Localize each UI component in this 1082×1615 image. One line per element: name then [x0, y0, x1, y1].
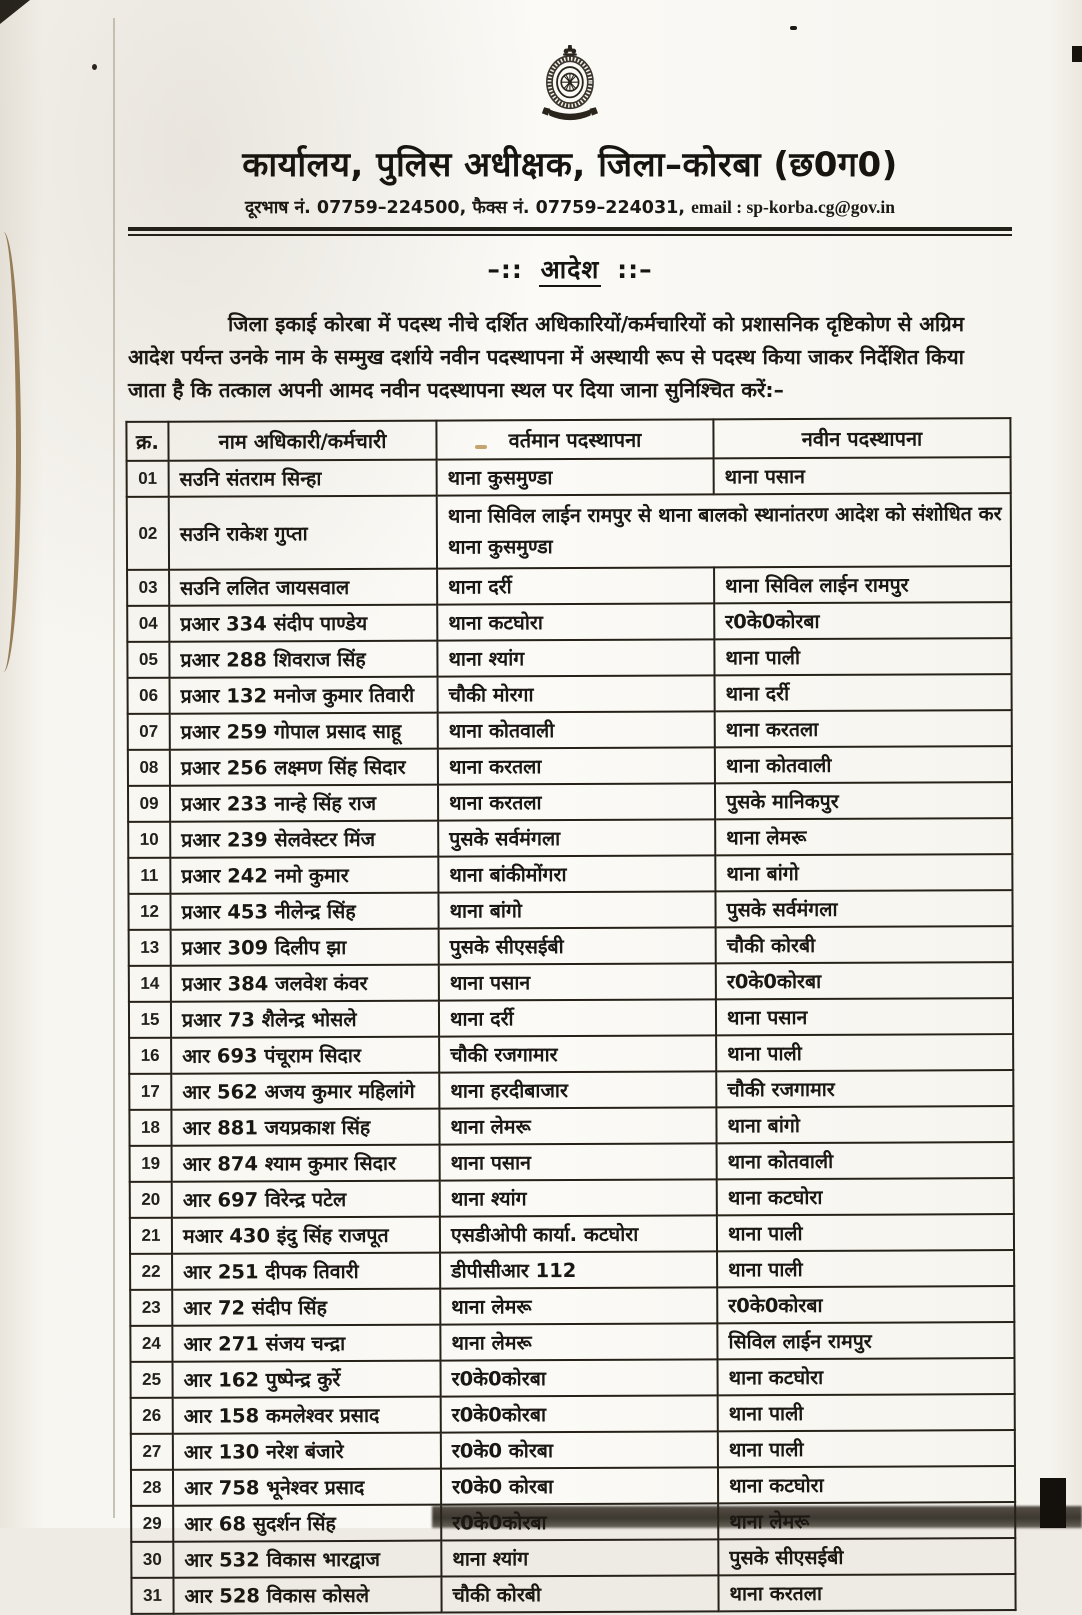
serial-cell: 11: [128, 858, 170, 894]
serial-cell: 18: [129, 1110, 171, 1146]
serial-cell: 07: [128, 714, 170, 750]
officer-name-cell: आर 693 पंचूराम सिदार: [171, 1037, 439, 1074]
new-posting-cell: थाना कटघोरा: [717, 1178, 1014, 1215]
current-posting-cell: थाना कटघोरा: [437, 603, 714, 640]
officer-name-cell: प्रआर 73 शैलेन्द्र भोसले: [171, 1001, 439, 1038]
serial-cell: 10: [128, 822, 170, 858]
new-posting-cell: थाना पाली: [718, 1394, 1015, 1431]
header-divider: [128, 227, 1012, 236]
new-posting-cell: थाना सिविल लाईन रामपुर: [714, 566, 1011, 603]
officer-name-cell: सउनि ललित जायसवाल: [169, 569, 437, 606]
serial-cell: 21: [130, 1218, 172, 1254]
police-emblem-icon: [128, 42, 1012, 134]
officer-name-cell: आर 528 विकास कोसले: [173, 1577, 441, 1614]
serial-cell: 13: [129, 930, 171, 966]
serial-cell: 28: [131, 1470, 173, 1506]
serial-cell: 23: [130, 1290, 172, 1326]
table-row: [127, 566, 1011, 606]
current-posting-cell: थाना बांगो: [438, 891, 715, 928]
current-posting-cell: र0के0कोरबा: [441, 1359, 718, 1396]
officer-name-cell: आर 72 संदीप सिंह: [172, 1289, 440, 1326]
officer-name-cell: आर 68 सुदर्शन सिंह: [173, 1505, 441, 1542]
new-posting-cell: थाना लेमरू: [715, 818, 1012, 855]
current-posting-cell: थाना कुसमुण्डा: [437, 458, 714, 495]
officer-name-cell: आर 162 पुष्पेन्द्र कुर्रे: [173, 1361, 441, 1398]
serial-cell: 04: [127, 606, 169, 642]
serial-cell: 09: [128, 786, 170, 822]
col-header-current: वर्तमान पदस्थापना: [436, 419, 713, 459]
new-posting-cell: थाना पसान: [714, 457, 1011, 494]
current-posting-cell: पुसके सर्वमंगला: [438, 819, 715, 856]
table-row: [128, 854, 1012, 894]
current-posting-cell: थाना लेमरू: [439, 1107, 716, 1144]
officer-name-cell: सउनि राकेश गुप्ता: [169, 496, 437, 570]
officer-name-cell: प्रआर 239 सेलवेस्टर मिंज: [170, 821, 438, 858]
new-posting-cell: थाना कोतवाली: [717, 1142, 1014, 1179]
table-row: [130, 1214, 1014, 1254]
serial-cell: 08: [128, 750, 170, 786]
current-posting-cell: एसडीओपी कार्या. कटघोरा: [440, 1215, 717, 1252]
serial-cell: 27: [131, 1434, 173, 1470]
serial-cell: 25: [131, 1362, 173, 1398]
table-row: [129, 1070, 1013, 1110]
table-row: [127, 493, 1011, 570]
transfer-table-body: [127, 457, 1016, 1614]
serial-cell: 05: [127, 642, 169, 678]
table-row: [129, 1034, 1013, 1074]
table-row: [130, 1142, 1014, 1182]
new-posting-cell: र0के0कोरबा: [717, 1286, 1014, 1323]
table-row: [130, 1286, 1014, 1326]
col-header-serial: क्र.: [126, 422, 168, 461]
scan-bottom-mark: [1040, 1478, 1066, 1528]
new-posting-cell: थाना पाली: [716, 1034, 1013, 1071]
table-row: [129, 998, 1013, 1038]
table-row: [131, 1430, 1015, 1470]
serial-cell: 19: [130, 1146, 172, 1182]
new-posting-cell: चौकी कोरबी: [716, 926, 1013, 963]
officer-name-cell: आर 532 विकास भारद्वाज: [173, 1541, 441, 1578]
contact-line: [128, 195, 1012, 219]
new-posting-cell: थाना कोतवाली: [715, 746, 1012, 783]
new-posting-cell: थाना पाली: [714, 638, 1011, 675]
table-row: [129, 962, 1013, 1002]
serial-cell: 29: [131, 1506, 173, 1542]
table-row: [128, 746, 1012, 786]
current-posting-cell: र0के0कोरबा: [441, 1395, 718, 1432]
new-posting-cell: थाना करतला: [718, 1574, 1015, 1611]
current-posting-cell: र0के0 कोरबा: [441, 1431, 718, 1468]
new-posting-cell: र0के0कोरबा: [716, 962, 1013, 999]
officer-name-cell: प्रआर 242 नमो कुमार: [170, 857, 438, 894]
officer-name-cell: आर 562 अजय कुमार महिलांगे: [171, 1073, 439, 1110]
officer-name-cell: मआर 430 इंदु सिंह राजपूत: [172, 1217, 440, 1254]
new-posting-cell: थाना बांगो: [716, 1106, 1013, 1143]
officer-name-cell: आर 874 श्याम कुमार सिदार: [172, 1145, 440, 1182]
officer-name-cell: प्रआर 309 दिलीप झा: [171, 929, 439, 966]
table-row: [131, 1394, 1015, 1434]
new-posting-cell: थाना लेमरू: [718, 1502, 1015, 1539]
current-posting-cell: पुसके सीएसईबी: [439, 927, 716, 964]
heading-prefix: –::: [487, 255, 523, 284]
officer-name-cell: आर 758 भूनेश्वर प्रसाद: [173, 1469, 441, 1506]
table-row: [127, 638, 1011, 678]
new-posting-cell: थाना पाली: [718, 1430, 1015, 1467]
serial-cell: 06: [128, 678, 170, 714]
current-posting-cell: थाना दर्री: [439, 999, 716, 1036]
table-row: [131, 1466, 1015, 1506]
serial-cell: 12: [128, 894, 170, 930]
serial-cell: 15: [129, 1002, 171, 1038]
scan-page-curl: [0, 232, 21, 672]
new-posting-cell: चौकी रजगामार: [716, 1070, 1013, 1107]
officer-name-cell: प्रआर 256 लक्ष्मण सिंह सिदार: [170, 749, 438, 786]
table-row: [130, 1322, 1014, 1362]
new-posting-cell: सिविल लाईन रामपुर: [717, 1322, 1014, 1359]
current-posting-cell: थाना पसान: [439, 963, 716, 1000]
serial-cell: 02: [127, 497, 169, 570]
new-posting-cell: थाना कटघोरा: [717, 1358, 1014, 1395]
col-header-new: नवीन पदस्थापना: [713, 418, 1010, 458]
current-posting-cell: थाना श्यांग: [437, 639, 714, 676]
current-posting-cell: थाना श्यांग: [440, 1179, 717, 1216]
scan-speck: [92, 64, 97, 70]
officer-name-cell: प्रआर 132 मनोज कुमार तिवारी: [170, 677, 438, 714]
officer-name-cell: आर 130 नरेश बंजारे: [173, 1433, 441, 1470]
heading-word: आदेश: [539, 255, 602, 287]
serial-cell: 26: [131, 1398, 173, 1434]
serial-cell: 17: [129, 1074, 171, 1110]
current-posting-cell: थाना करतला: [438, 747, 715, 784]
table-row: [131, 1538, 1015, 1578]
serial-cell: 31: [131, 1578, 173, 1614]
officer-name-cell: प्रआर 384 जलवेश कंवर: [171, 965, 439, 1002]
current-posting-cell: चौकी कोरबी: [441, 1575, 718, 1612]
current-posting-cell: थाना श्यांग: [441, 1539, 718, 1576]
current-posting-cell: थाना हरदीबाजार: [439, 1071, 716, 1108]
current-posting-cell: थाना कोतवाली: [438, 711, 715, 748]
scan-corner-mark: [0, 0, 30, 24]
new-posting-cell: थाना कटघोरा: [718, 1466, 1015, 1503]
table-row: [131, 1358, 1015, 1398]
new-posting-cell: थाना पसान: [716, 998, 1013, 1035]
table-row: [129, 1106, 1013, 1146]
new-posting-cell: पुसके सर्वमंगला: [715, 890, 1012, 927]
office-title: कार्यालय, पुलिस अधीक्षक, जिला–कोरबा (छ0ग0): [242, 145, 898, 185]
current-posting-cell: थाना लेमरू: [440, 1287, 717, 1324]
officer-name-cell: आर 697 विरेन्द्र पटेल: [172, 1181, 440, 1218]
officer-name-cell: प्रआर 453 नीलेन्द्र सिंह: [170, 893, 438, 930]
current-posting-cell: चौकी मोरगा: [438, 675, 715, 712]
officer-name-cell: प्रआर 233 नान्हे सिंह राज: [170, 785, 438, 822]
officer-name-cell: आर 271 संजय चन्द्रा: [172, 1325, 440, 1362]
officer-name-cell: सउनि संतराम सिन्हा: [169, 460, 437, 497]
table-row: [128, 890, 1012, 930]
table-row: [127, 457, 1011, 497]
current-posting-cell: थाना पसान: [440, 1143, 717, 1180]
serial-cell: 01: [127, 461, 169, 497]
new-posting-cell: थाना करतला: [715, 710, 1012, 747]
intro-paragraph: जिला इकाई कोरबा में पदस्थ नीचे दर्शित अधिकारियों/कर्मचारियों को प्रशासनिक दृष्टिकोण से अग्रिम आदेश पर्यन्त उनके नाम के सम्मुख दर्शाये नवीन पदस्थापना में अस्थायी रूप से पदस्थ किया जाकर निर्देशित किया जाता है कि तत्काल अपनी आमद नवीन पदस्थापना स्थल पर दिया जाना सुनिश्चित करें:–: [128, 312, 964, 402]
order-heading: [128, 252, 1012, 286]
serial-cell: 30: [131, 1542, 173, 1578]
table-row: [131, 1502, 1015, 1542]
current-posting-cell: थाना दर्री: [437, 567, 714, 604]
phone-fax-text: दूरभाष नं. 07759–224500, फैक्स नं. 07759–224031,: [244, 198, 685, 218]
table-row: [129, 926, 1013, 966]
scan-edge-line: [113, 18, 115, 1518]
email-text: email : sp-korba.cg@gov.in: [691, 197, 896, 217]
table-row: [130, 1250, 1014, 1290]
table-row: [131, 1574, 1015, 1614]
serial-cell: 22: [130, 1254, 172, 1290]
current-posting-cell: थाना लेमरू: [440, 1323, 717, 1360]
table-row: [130, 1178, 1014, 1218]
merged-posting-cell: थाना सिविल लाईन रामपुर से थाना बालको स्थानांतरण आदेश को संशोधित कर थाना कुसमुण्डा: [437, 493, 1011, 569]
table-header-row: [126, 418, 1010, 461]
transfer-table: [125, 417, 1014, 1615]
current-posting-cell: र0के0 कोरबा: [441, 1467, 718, 1504]
serial-cell: 14: [129, 966, 171, 1002]
serial-cell: 20: [130, 1182, 172, 1218]
officer-name-cell: आर 158 कमलेश्वर प्रसाद: [173, 1397, 441, 1434]
new-posting-cell: थाना बांगो: [715, 854, 1012, 891]
new-posting-cell: पुसके सीएसईबी: [718, 1538, 1015, 1575]
table-row: [127, 602, 1011, 642]
current-posting-cell: डीपीसीआर 112: [440, 1251, 717, 1288]
officer-name-cell: प्रआर 259 गोपाल प्रसाद साहू: [170, 713, 438, 750]
table-row: [128, 818, 1012, 858]
officer-name-cell: आर 881 जयप्रकाश सिंह: [171, 1109, 439, 1146]
table-row: [128, 710, 1012, 750]
officer-name-cell: प्रआर 334 संदीप पाण्डेय: [169, 605, 437, 642]
serial-cell: 03: [127, 570, 169, 606]
serial-cell: 24: [130, 1326, 172, 1362]
new-posting-cell: थाना दर्री: [715, 674, 1012, 711]
new-posting-cell: थाना पाली: [717, 1214, 1014, 1251]
serial-cell: 16: [129, 1038, 171, 1074]
scan-speck: [1072, 46, 1082, 62]
new-posting-cell: थाना पाली: [717, 1250, 1014, 1287]
current-posting-cell: र0के0कोरबा: [441, 1503, 718, 1540]
col-header-name: नाम अधिकारी/कर्मचारी: [168, 421, 436, 461]
new-posting-cell: पुसके मानिकपुर: [715, 782, 1012, 819]
new-posting-cell: र0के0कोरबा: [714, 602, 1011, 639]
table-row: [128, 674, 1012, 714]
current-posting-cell: चौकी रजगामार: [439, 1035, 716, 1072]
officer-name-cell: प्रआर 288 शिवराज सिंह: [169, 641, 437, 678]
heading-suffix: ::–: [617, 255, 653, 284]
officer-name-cell: आर 251 दीपक तिवारी: [172, 1253, 440, 1290]
table-row: [128, 782, 1012, 822]
current-posting-cell: थाना करतला: [438, 783, 715, 820]
current-posting-cell: थाना बांकीमोंगरा: [438, 855, 715, 892]
